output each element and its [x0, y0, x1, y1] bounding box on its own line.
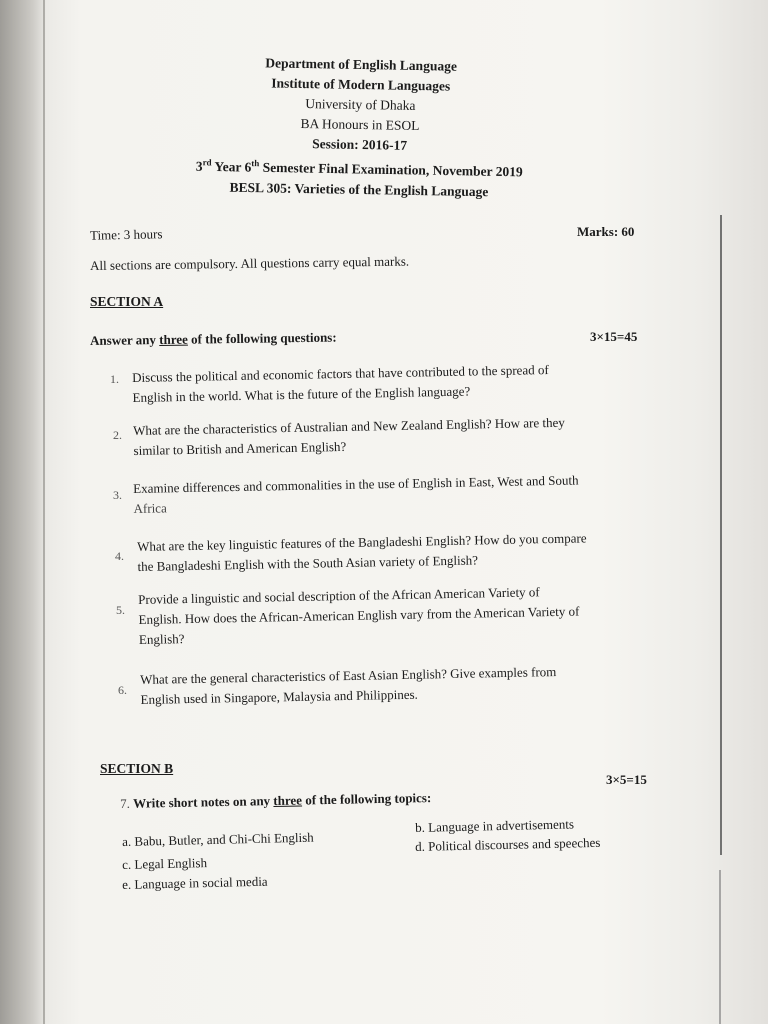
- general-instructions: All sections are compulsory. All questions carry equal marks.: [90, 253, 410, 273]
- course-title: BESL 305: Varieties of the English Language: [229, 179, 489, 199]
- institute-name: Institute of Modern Languages: [271, 75, 451, 94]
- question-number: 1.: [110, 372, 119, 386]
- section-b-marks: 3×5=15: [606, 772, 647, 787]
- margin-rule: [720, 215, 722, 855]
- binding-edge: [43, 0, 45, 1024]
- session-line: Session: 2016-17: [312, 136, 408, 153]
- question-number: 6.: [118, 683, 127, 697]
- exam-title: 3rd Year 6th Semester Final Examination, November 2019: [195, 157, 523, 180]
- question-number: 2.: [113, 428, 122, 442]
- page-shadow-edge: [0, 0, 46, 1024]
- question-1: Discuss the political and economic factors that have contributed to the spread of English in the world. What is the future of the English language?: [132, 362, 549, 405]
- section-b-title: SECTION B: [100, 761, 174, 776]
- department-name: Department of English Language: [265, 55, 458, 74]
- section-a-instruction: Answer any three of the following questions:: [90, 329, 337, 348]
- question-number: 5.: [116, 603, 125, 617]
- question-2: What are the characteristics of Australian and New Zealand English? How are they similar to British and American English?: [133, 414, 565, 458]
- question-3: Examine differences and commonalities in the use of English in East, West and South Africa: [133, 472, 579, 516]
- question-number: 3.: [113, 488, 122, 502]
- section-a-marks: 3×15=45: [590, 329, 638, 344]
- exam-header: [149, 51, 571, 203]
- time-allowed: Time: 3 hours: [89, 226, 163, 243]
- question-number: 4.: [115, 549, 124, 563]
- topic-a: a. Babu, Butler, and Chi-Chi English: [122, 829, 314, 849]
- university-name: University of Dhaka: [305, 96, 416, 113]
- margin-rule-lower: [719, 870, 721, 1024]
- section-b-instruction: 7. Write short notes on any three of the following topics:: [120, 790, 432, 811]
- question-6: What are the general characteristics of East Asian English? Give examples from English used in Singapore, Malaysia and Philippines.: [140, 664, 557, 707]
- section-a-title: SECTION A: [90, 294, 164, 309]
- question-4: What are the key linguistic features of the Bangladeshi English? How do you compare the Bangladeshi English with the South Asian variety of English?: [137, 530, 587, 574]
- topic-c: c. Legal English: [122, 855, 208, 872]
- topic-b: b. Language in advertisements: [415, 816, 575, 835]
- topic-e: e. Language in social media: [122, 873, 268, 892]
- total-marks: Marks: 60: [577, 224, 635, 239]
- question-5: Provide a linguistic and social description of the African American Variety of English. How does the African-American English vary from the American Variety of English?: [138, 584, 580, 647]
- topic-d: d. Political discourses and speeches: [415, 834, 601, 854]
- program-name: BA Honours in ESOL: [300, 115, 420, 134]
